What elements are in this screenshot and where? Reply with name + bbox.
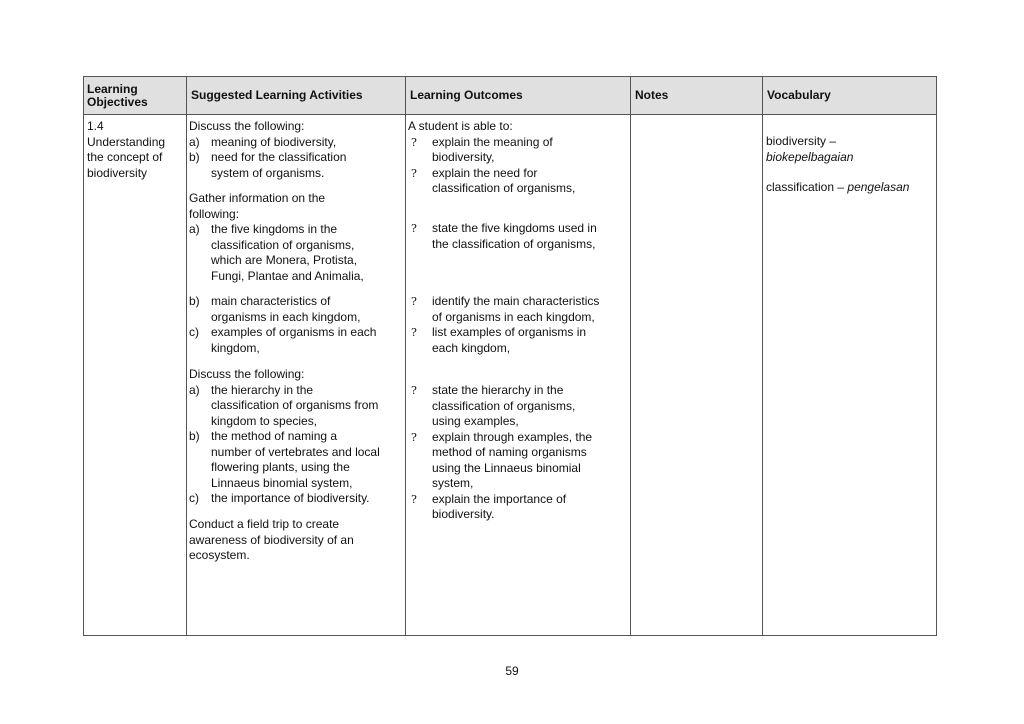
- bullet-icon: ?: [411, 326, 417, 339]
- vocabulary-cell: [766, 134, 934, 196]
- outcome-block: [408, 383, 630, 523]
- bullet-icon: ?: [411, 135, 417, 149]
- objective-text-line: Understanding: [87, 134, 166, 149]
- list-marker: b): [189, 150, 200, 164]
- list-marker: b): [189, 294, 200, 308]
- column-divider: [405, 77, 406, 635]
- activity-intro: Gather information on the: [189, 191, 326, 205]
- list-marker: a): [189, 134, 200, 149]
- list-marker: c): [189, 491, 199, 505]
- vocab-term: biodiversity –: [766, 134, 837, 148]
- activity-intro: following:: [189, 206, 240, 221]
- activity-intro: Discuss the following:: [189, 367, 305, 381]
- activity-block: [189, 294, 405, 356]
- bullet-icon: ?: [411, 384, 417, 397]
- outcome-item: ? explain the meaning of biodiversity,: [411, 134, 553, 164]
- bullet-icon: ?: [411, 492, 417, 506]
- activity-item: c) examples of organisms in each kingdom,: [189, 325, 377, 355]
- outcomes-intro: A student is able to:: [408, 119, 513, 133]
- objective-text-line: the concept of: [87, 150, 163, 164]
- outcome-item: ? explain the need for classification of organisms,: [411, 165, 576, 195]
- activity-item: c) the importance of biodiversity.: [189, 491, 370, 505]
- vocab-translation: pengelasan: [847, 180, 910, 194]
- outcome-item: ? explain through examples, the method of naming organisms using the Linnaeus binomial system,: [411, 429, 593, 490]
- bullet-icon: ?: [411, 222, 417, 235]
- bullet-icon: ?: [411, 295, 417, 308]
- outcome-block: [408, 221, 630, 252]
- header-learning-objectives: Learning Objectives: [87, 81, 148, 109]
- header-vocabulary: Vocabulary: [767, 88, 831, 102]
- activity-text-line: awareness of biodiversity of an: [189, 532, 354, 547]
- list-marker: c): [189, 325, 199, 339]
- learning-objective: [87, 119, 165, 181]
- list-marker: a): [189, 222, 200, 236]
- list-marker: b): [189, 429, 200, 443]
- header-suggested-activities: Suggested Learning Activities: [191, 88, 363, 102]
- activity-block: [189, 517, 405, 564]
- activity-item: a) meaning of biodiversity,: [189, 134, 337, 149]
- activity-item: b) need for the classification system of organisms.: [189, 150, 347, 180]
- objective-text-line: biodiversity: [87, 165, 148, 180]
- activity-item: a) the five kingdoms in the classification of organisms, which are Monera, Protista, Fungi, Plantae and Animalia,: [189, 222, 364, 283]
- bullet-icon: ?: [411, 430, 417, 444]
- outcome-item: ? state the hierarchy in the classification of organisms, using examples,: [411, 383, 576, 428]
- column-divider: [630, 77, 631, 635]
- vocab-term: classification –: [766, 180, 845, 194]
- header-notes: Notes: [635, 88, 669, 102]
- page-number: 59: [505, 664, 519, 678]
- activity-block: [189, 367, 405, 507]
- header-learning-outcomes: Learning Outcomes: [410, 88, 523, 102]
- activity-text-line: Conduct a field trip to create: [189, 517, 340, 531]
- activity-text-line: ecosystem.: [189, 548, 250, 562]
- list-marker: a): [189, 382, 200, 397]
- outcome-item: ? explain the importance of biodiversity.: [411, 491, 567, 521]
- outcome-block: [408, 294, 630, 356]
- objective-number: 1.4: [87, 119, 104, 133]
- activity-item: b) the method of naming a number of vertebrates and local flowering plants, using the Linnaeus binomial system,: [189, 429, 380, 490]
- vocab-translation: biokepelbagaian: [766, 149, 854, 164]
- curriculum-table: [83, 76, 937, 636]
- outcome-item: ? identify the main characteristics of organisms in each kingdom,: [411, 294, 600, 324]
- activity-item: a) the hierarchy in the classification of organisms from kingdom to species,: [189, 382, 379, 428]
- activities-cell: [189, 119, 405, 181]
- activity-block: [189, 191, 405, 284]
- outcome-item: ? list examples of organisms in each kingdom,: [411, 325, 587, 355]
- bullet-icon: ?: [411, 166, 417, 180]
- activity-item: b) main characteristics of organisms in each kingdom,: [189, 294, 361, 324]
- vocab-entry: [766, 180, 934, 196]
- outcome-item: ? state the five kingdoms used in the classification of organisms,: [411, 221, 597, 251]
- activity-intro: Discuss the following:: [189, 119, 305, 133]
- outcomes-cell: [408, 119, 630, 197]
- column-divider: [186, 77, 187, 635]
- column-divider: [762, 77, 763, 635]
